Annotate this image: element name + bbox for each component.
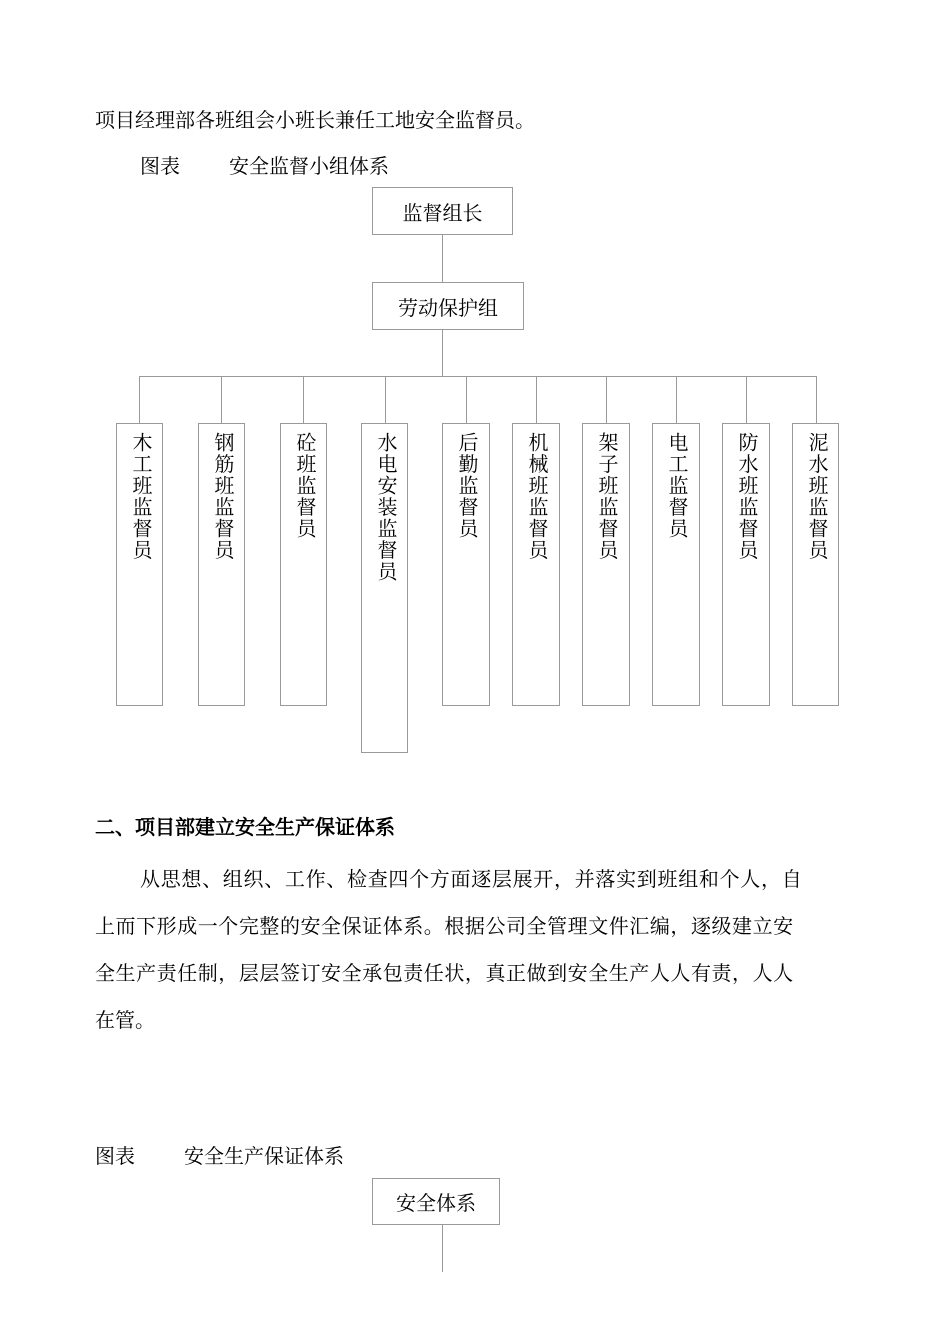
connector-line (303, 376, 304, 423)
member-box (722, 423, 770, 706)
member-label: 机械班监督员 (525, 432, 549, 561)
paragraph-line: 上而下形成一个完整的安全保证体系。根据公司全管理文件汇编，逐级建立安 (95, 914, 794, 938)
connector-line (746, 376, 747, 423)
connector-line (139, 376, 140, 423)
member-label: 防水班监督员 (735, 432, 759, 561)
member-box (652, 423, 700, 706)
branch-line (139, 376, 816, 377)
section-paragraph (95, 860, 857, 1040)
member-box (280, 423, 327, 706)
member-label: 后勤监督员 (455, 432, 479, 540)
member-label: 木工班监督员 (129, 432, 153, 561)
member-label: 电工监督员 (665, 432, 689, 540)
labor-protection-box (372, 282, 524, 330)
member-box (361, 423, 408, 753)
section-heading: 二、项目部建立安全生产保证体系 (95, 815, 395, 839)
member-label: 泥水班监督员 (805, 432, 829, 561)
connector-line (606, 376, 607, 423)
supervisor-leader-label: 监督组长 (402, 200, 483, 225)
connector-line (442, 330, 443, 376)
connector-line (385, 376, 386, 423)
member-box (116, 423, 163, 706)
supervisor-leader-box (372, 187, 513, 235)
paragraph-line: 在管。 (95, 1008, 155, 1032)
paragraph-line: 从思想、组织、工作、检查四个方面逐层展开，并落实到班组和个人，自 (140, 867, 803, 891)
connector-line (442, 1225, 443, 1272)
intro-text: 项目经理部各班组会小班长兼任工地安全监督员。 (95, 108, 535, 132)
paragraph-line: 全生产责任制，层层签订安全承包责任状，真正做到安全生产人人有责，人人 (95, 961, 794, 985)
member-box (198, 423, 245, 706)
connector-line (466, 376, 467, 423)
member-label: 架子班监督员 (595, 432, 619, 561)
figure2-label: 图表 (95, 1144, 135, 1168)
connector-line (221, 376, 222, 423)
figure2-title: 安全生产保证体系 (184, 1144, 344, 1168)
safety-system-label: 安全体系 (396, 1191, 476, 1215)
member-box (582, 423, 630, 706)
connector-line (536, 376, 537, 423)
member-box (442, 423, 490, 706)
member-box (792, 423, 839, 706)
member-label: 钢筋班监督员 (211, 432, 235, 561)
labor-protection-label: 劳动保护组 (398, 295, 498, 320)
figure1-label: 图表 (140, 154, 180, 178)
member-label: 水电安装监督员 (374, 432, 398, 583)
connector-line (442, 235, 443, 282)
connector-line (676, 376, 677, 423)
member-box (512, 423, 560, 706)
connector-line (816, 376, 817, 423)
member-label: 砼班监督员 (293, 432, 317, 540)
safety-system-box (372, 1178, 500, 1225)
figure1-title: 安全监督小组体系 (229, 154, 389, 178)
